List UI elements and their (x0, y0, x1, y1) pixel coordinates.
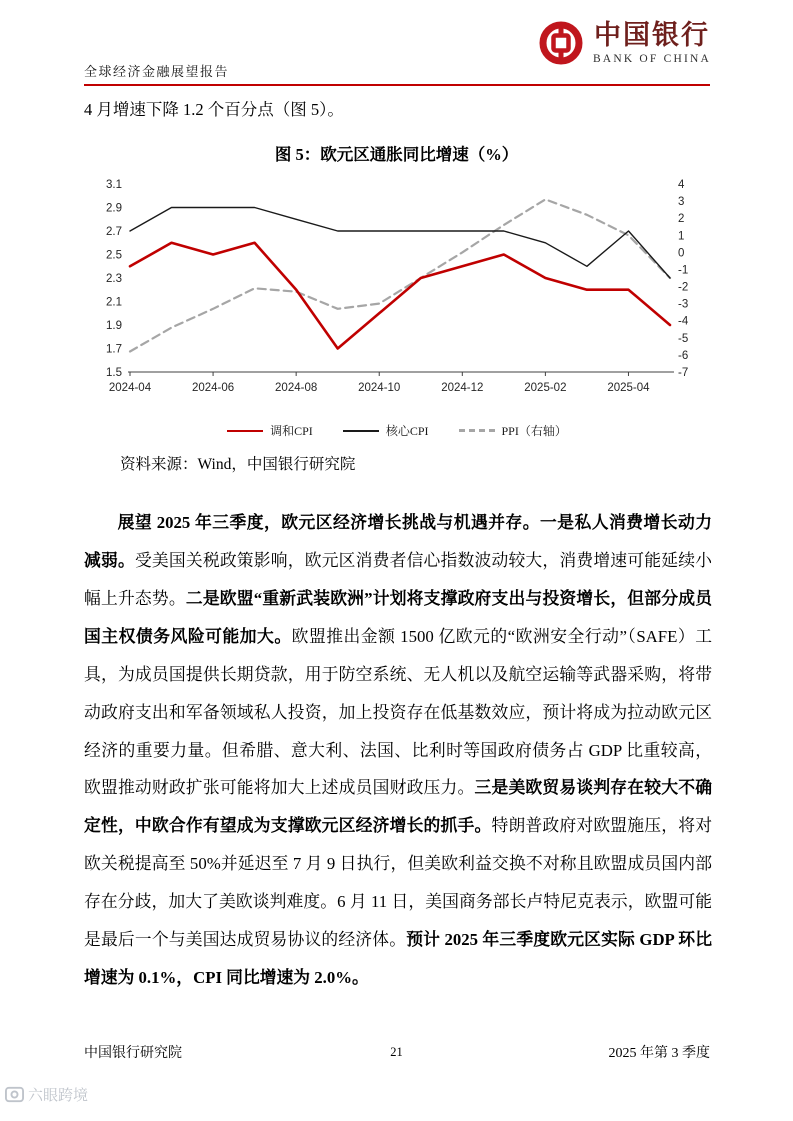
svg-text:2024-10: 2024-10 (358, 382, 401, 394)
svg-text:1.7: 1.7 (106, 343, 122, 356)
legend-line-sample (343, 430, 379, 432)
svg-text:-7: -7 (678, 367, 689, 379)
svg-text:2.9: 2.9 (106, 202, 122, 215)
svg-text:-4: -4 (678, 315, 689, 328)
svg-text:2025-02: 2025-02 (524, 382, 567, 394)
series-line-核心CPI (130, 208, 670, 279)
paragraph-bold-segment: 三是美欧贸易谈判存在较大不确定性，中欧合作有望成为支撑欧元区经济增长的抓手。 (84, 778, 712, 836)
svg-text:2.3: 2.3 (106, 273, 122, 285)
svg-text:-2: -2 (678, 281, 689, 294)
svg-text:-6: -6 (678, 349, 689, 362)
bank-of-china-logo (538, 20, 711, 66)
figure-title: 图 5：欧元区通胀同比增速（%） (274, 145, 519, 164)
paragraph-segment: 欧盟推出金额 1500 亿欧元的“欧洲安全行动”（SAFE）工具，为成员国提供长期贷款，用于防空系统、无人机以及航空运输等武器采购，将带动政府支出和军备领域私人投资，加上投资存在低基数效应，预计将成为拉动欧元区经济的重要力量。但希腊、意大利、法国、比利时等国政府债务占 GDP 比重较高，欧盟推动财政扩张可能将加大上述成员国财政压力。 (84, 626, 712, 798)
svg-text:-1: -1 (678, 264, 689, 277)
logo-chinese-name: 中国银行 (593, 19, 710, 50)
paragraph-segment: 特朗普政府对欧盟施压，将对欧关税提高至 50%并延迟至 7 月 9 日执行，但美欧利益交换不对称且欧盟成员国内部存在分歧，加大了美欧谈判难度。6 月 11 日，美国商务部长卢特尼克表示，欧盟可能是最后一个与美国达成贸易协议的经济体。 (84, 816, 712, 950)
svg-text:1: 1 (678, 230, 685, 243)
legend-label: 核心CPI (385, 424, 429, 438)
report-header-title: 全球经济金融展望报告 (84, 64, 230, 79)
boc-emblem-icon (538, 20, 584, 66)
legend-item (459, 422, 567, 439)
paragraph-bold-segment: 预计 2025 年三季度欧元区实际 GDP 环比增速为 0.1%，CPI 同比增速为 2.0%。 (84, 930, 712, 988)
svg-text:-3: -3 (678, 298, 689, 311)
svg-text:3: 3 (678, 196, 685, 209)
footer-institution: 中国银行研究院 (84, 1046, 182, 1061)
figure-source: 资料来源：Wind，中国银行研究院 (120, 456, 356, 473)
paragraph-bold-segment: 展望 2025 年三季度，欧元区经济增长挑战与机遇并存。一是私人消费增长动力减弱。 (84, 512, 712, 570)
legend-line-sample (459, 429, 495, 432)
svg-text:1.5: 1.5 (106, 367, 122, 379)
svg-text:2024-06: 2024-06 (191, 382, 235, 394)
series-line-PPI（右轴） (130, 199, 670, 351)
svg-text:2.5: 2.5 (106, 249, 122, 262)
svg-text:2.1: 2.1 (106, 296, 122, 309)
paragraph-segment: 受美国关税政策影响，欧元区消费者信心指数波动较大，消费增速可能延续小幅上升态势。 (84, 550, 712, 608)
header-divider (84, 84, 710, 86)
figure-5-chart (84, 172, 710, 439)
intro-sentence: 4 月增速下降 1.2 个百分点（图 5）。 (84, 100, 344, 119)
svg-text:3.1: 3.1 (106, 179, 122, 191)
chart-legend (84, 422, 710, 439)
legend-line-sample (227, 430, 263, 432)
paragraph-bold-segment: 二是欧盟“重新武装欧洲”计划将支撑政府支出与投资增长，但部分成员国主权债务风险可能加大。 (84, 588, 712, 646)
svg-text:0: 0 (678, 247, 685, 260)
footer-page-number: 21 (390, 1045, 403, 1059)
watermark (5, 1084, 88, 1105)
svg-text:2025-04: 2025-04 (607, 382, 650, 394)
legend-label: 调和CPI (270, 424, 313, 438)
body-paragraph (84, 504, 712, 997)
svg-text:2024-12: 2024-12 (441, 382, 484, 394)
svg-text:2: 2 (678, 213, 685, 226)
footer-issue: 2025 年第 3 季度 (608, 1046, 710, 1061)
legend-label: PPI（右轴） (501, 424, 567, 438)
watermark-text: 六眼跨境 (28, 1087, 89, 1104)
svg-text:2024-08: 2024-08 (275, 382, 318, 394)
logo-english-name: BANK OF CHINA (592, 53, 711, 66)
svg-text:2024-04: 2024-04 (108, 382, 152, 394)
legend-item (227, 422, 313, 439)
svg-text:4: 4 (678, 179, 685, 191)
svg-text:-5: -5 (678, 332, 689, 345)
line-chart (84, 172, 710, 408)
svg-text:2.7: 2.7 (106, 226, 122, 238)
svg-text:1.9: 1.9 (106, 320, 122, 332)
watermark-logo-icon (5, 1085, 24, 1104)
series-line-调和CPI (130, 243, 670, 349)
legend-item (343, 422, 429, 439)
